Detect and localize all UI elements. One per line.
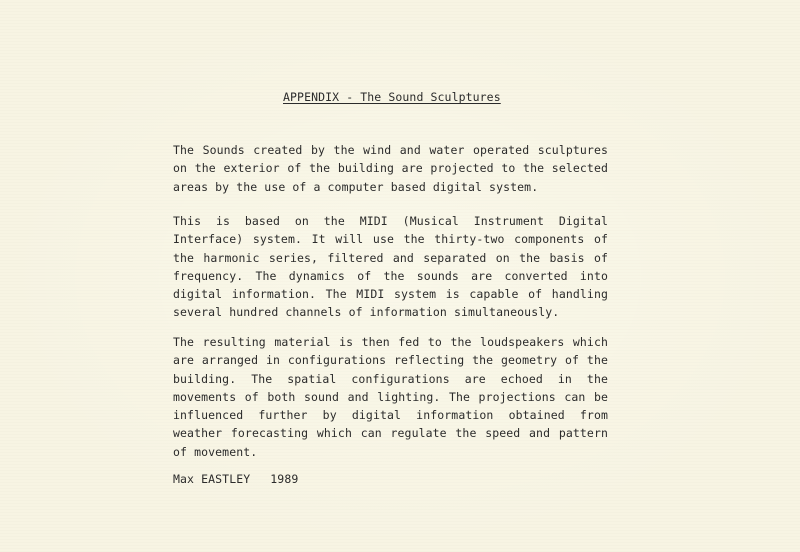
- paragraph-loudspeakers: The resulting material is then fed to the loudspeakers which are arranged in configurations reflecting the geometry of the building. The spatial configurations are echoed in the movements of both sound and lighting. The projections can be influenced further by digital information obtained from weather forecasting which can regulate the speed and pattern of movement.: [173, 335, 608, 459]
- signature-line: [173, 472, 298, 486]
- paragraph-sound-projection: The Sounds created by the wind and water operated sculptures on the exterior of the building are projected to the selected areas by the use of a computer based digital system.: [173, 143, 608, 194]
- author-name: Max EASTLEY: [173, 472, 251, 486]
- page-title: APPENDIX - The Sound Sculptures: [283, 90, 501, 104]
- paragraph-midi-system: This is based on the MIDI (Musical Instrument Digital Interface) system. It will use the thirty-two components of the harmonic series, filtered and separated on the basis of frequency. The dynamics of the sounds are converted into digital information. The MIDI system is capable of handling several hundred channels of information simultaneously.: [173, 214, 608, 320]
- signature-year: 1989: [270, 472, 299, 486]
